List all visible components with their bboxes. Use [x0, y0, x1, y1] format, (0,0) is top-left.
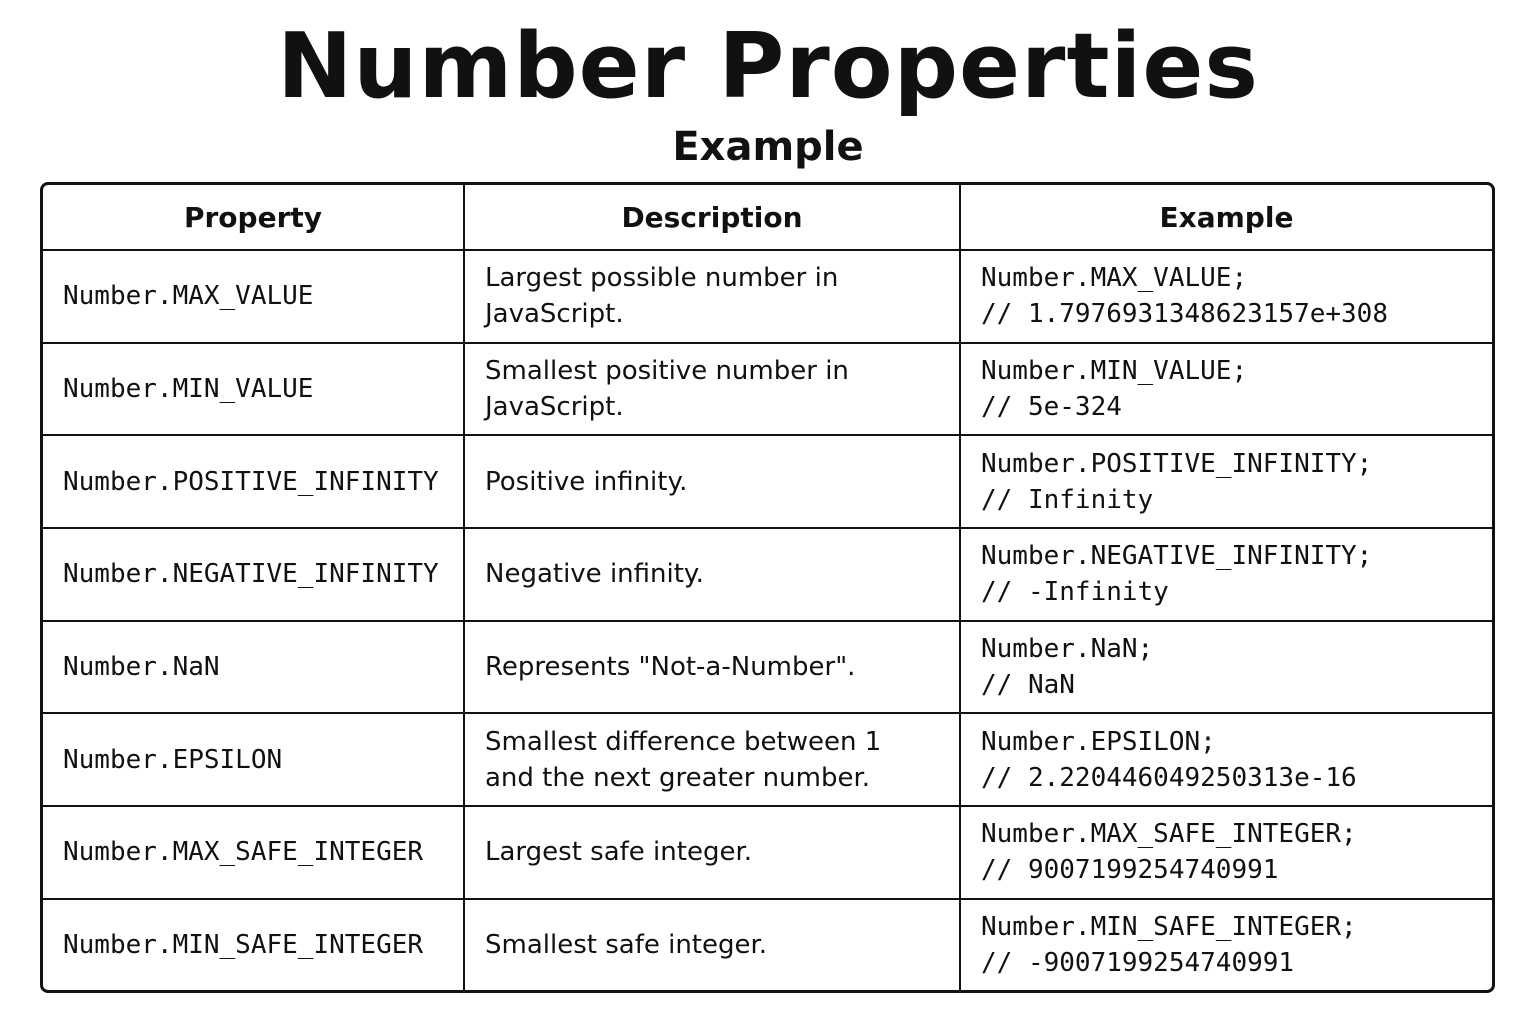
page-title: Number Properties: [277, 14, 1259, 119]
table-row: [43, 344, 1492, 437]
example-comment-line: // 5e-324: [981, 392, 1122, 423]
example-comment-line: // NaN: [981, 670, 1075, 701]
property-cell: Number.MAX_VALUE: [43, 251, 465, 344]
example-cell: [961, 436, 1492, 529]
property-cell: Number.MAX_SAFE_INTEGER: [43, 807, 465, 900]
example-comment-line: // 1.7976931348623157e+308: [981, 299, 1388, 330]
table-row: [43, 900, 1492, 990]
example-cell: [961, 714, 1492, 807]
table-row: [43, 714, 1492, 807]
table-row: [43, 529, 1492, 622]
property-cell: Number.EPSILON: [43, 714, 465, 807]
page-subtitle: Example: [672, 124, 864, 170]
example-cell: [961, 529, 1492, 622]
example-cell: [961, 622, 1492, 715]
description-line: Smallest positive number in JavaScript.: [485, 356, 849, 423]
property-cell: Number.MIN_SAFE_INTEGER: [43, 900, 465, 990]
header-description: Description: [465, 185, 961, 251]
example-code-line: Number.MIN_VALUE;: [981, 356, 1248, 387]
description-line: Negative infinity.: [485, 559, 704, 590]
description-line: Largest safe integer.: [485, 837, 753, 868]
description-cell: [465, 529, 961, 622]
description-line: Smallest safe integer.: [485, 929, 768, 960]
example-cell: [961, 807, 1492, 900]
property-cell: Number.NaN: [43, 622, 465, 715]
description-line: Represents "Not-a-Number".: [485, 652, 856, 683]
example-code-line: Number.MIN_SAFE_INTEGER;: [981, 911, 1357, 942]
description-cell: [465, 714, 961, 807]
property-cell: Number.POSITIVE_INFINITY: [43, 436, 465, 529]
description-line: Largest possible number in JavaScript.: [485, 263, 839, 330]
number-properties-table: [40, 182, 1495, 993]
example-comment-line: // Infinity: [981, 484, 1154, 515]
description-cell: [465, 807, 961, 900]
description-cell: [465, 622, 961, 715]
table-row: [43, 807, 1492, 900]
example-comment-line: // 9007199254740991: [981, 855, 1279, 886]
example-code-line: Number.MAX_VALUE;: [981, 263, 1248, 294]
description-line: Positive infinity.: [485, 466, 688, 497]
example-code-line: Number.MAX_SAFE_INTEGER;: [981, 819, 1357, 850]
example-comment-line: // -9007199254740991: [981, 947, 1295, 978]
table-row: [43, 622, 1492, 715]
table-header-row: [43, 185, 1492, 251]
header-property: Property: [43, 185, 465, 251]
example-comment-line: // -Infinity: [981, 577, 1169, 608]
description-cell: [465, 344, 961, 437]
property-cell: Number.NEGATIVE_INFINITY: [43, 529, 465, 622]
example-cell: [961, 344, 1492, 437]
example-code-line: Number.NaN;: [981, 634, 1154, 665]
description-cell: [465, 900, 961, 990]
table-row: [43, 251, 1492, 344]
property-cell: Number.MIN_VALUE: [43, 344, 465, 437]
description-line: Smallest difference between 1: [485, 726, 882, 757]
example-cell: [961, 251, 1492, 344]
description-cell: [465, 436, 961, 529]
description-cell: [465, 251, 961, 344]
example-cell: [961, 900, 1492, 990]
table-row: [43, 436, 1492, 529]
example-code-line: Number.NEGATIVE_INFINITY;: [981, 541, 1373, 572]
example-code-line: Number.POSITIVE_INFINITY;: [981, 448, 1373, 479]
header-example: Example: [961, 185, 1492, 251]
example-code-line: Number.EPSILON;: [981, 726, 1216, 757]
example-comment-line: // 2.220446049250313e-16: [981, 762, 1357, 793]
description-line: and the next greater number.: [485, 762, 871, 793]
